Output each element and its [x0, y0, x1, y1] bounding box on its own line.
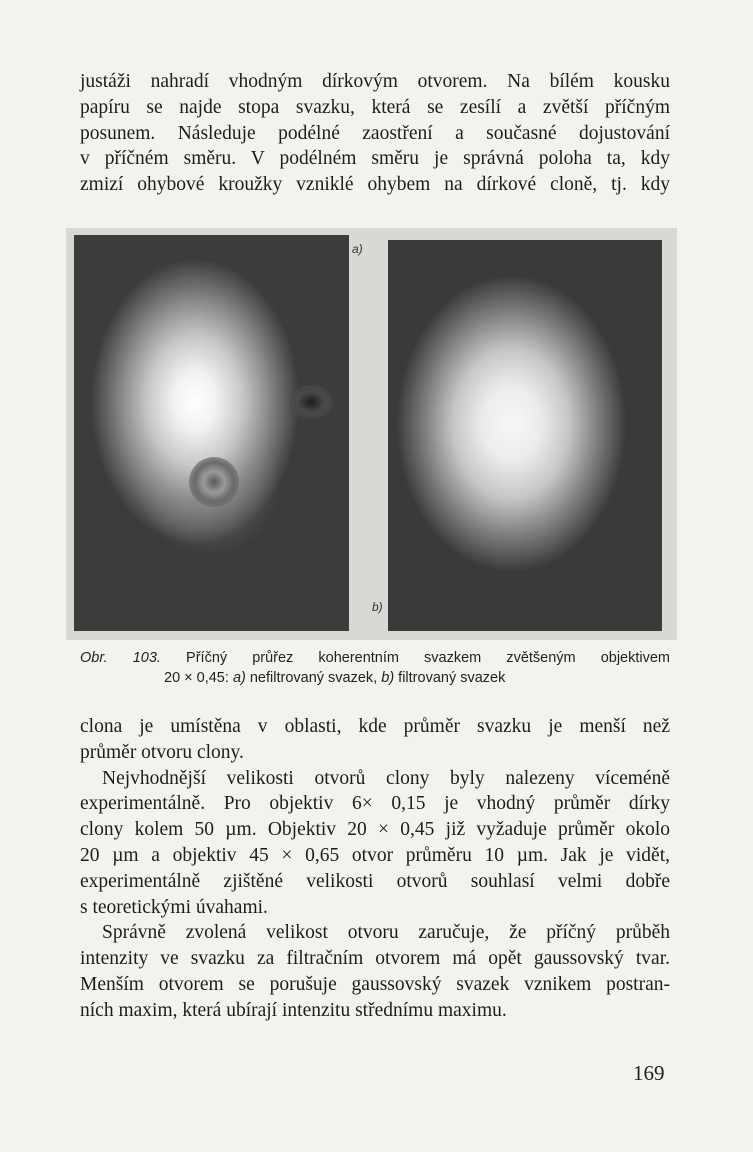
text-line: papíru se najde stopa svazku, která se zesílí a zvětší příčným: [80, 96, 670, 118]
text-line: Správně zvolená velikost otvoru zaručuje, že příčný průběh: [102, 922, 670, 944]
figure-103: [66, 228, 677, 640]
diffraction-ring: [189, 457, 239, 507]
paragraph: [80, 766, 670, 792]
caption-text: nefiltrovaný svazek,: [245, 670, 382, 686]
figure-caption: [80, 648, 670, 688]
text-line: experimentálně. Pro objektiv 6× 0,15 je vhodný průměr dírky: [80, 793, 670, 815]
page-number: 169: [633, 1061, 665, 1085]
bottom-text: [80, 714, 670, 1024]
caption-a: a): [232, 670, 246, 686]
dark-spot: [289, 385, 333, 419]
text-line: Nejvhodnější velikosti otvorů clony byly nalezeny víceméně: [102, 767, 670, 789]
text-line: 20 µm a objektiv 45 × 0,65 otvor průměru 10 µm. Jak je vidět,: [80, 844, 670, 866]
caption-number: Obr. 103.: [80, 650, 161, 666]
paragraph: [80, 920, 670, 946]
unfiltered-beam-photo: [74, 235, 349, 631]
text-line: ních maxim, která ubírají intenzitu střednímu maximu.: [80, 999, 507, 1021]
caption-b: b): [381, 670, 395, 686]
text-line: intenzity ve svazku za filtračním otvorem má opět gaussovský tvar.: [80, 948, 670, 970]
text-line: clony kolem 50 µm. Objektiv 20 × 0,45 již vyžaduje průměr okolo: [80, 819, 670, 841]
text-line: posunem. Následuje podélné zaostření a současné dojustování: [80, 122, 670, 144]
paragraph-cont: [80, 946, 670, 1023]
paragraph: [80, 714, 670, 766]
caption-text: 20 × 0,45:: [164, 670, 233, 686]
caption-text: filtrovaný svazek: [394, 670, 506, 686]
figure-label-b: b): [372, 600, 383, 614]
paragraph-cont: [80, 791, 670, 920]
figure-label-a: a): [352, 242, 363, 256]
top-paragraph: [80, 69, 670, 198]
text-line: experimentálně zjištěné velikosti otvorů souhlasí velmi dobře: [80, 870, 670, 892]
text-line: v příčném směru. V podélném směru je správná poloha ta, kdy: [80, 148, 670, 170]
caption-text: Příčný průřez koherentním svazkem zvětšeným objektivem: [186, 650, 671, 666]
text-line: zmizí ohybové kroužky vzniklé ohybem na dírkové cloně, tj. kdy: [80, 174, 670, 196]
text-line: průměr otvoru clony.: [80, 741, 244, 763]
text-line: Menším otvorem se porušuje gaussovský svazek vznikem postran-: [80, 973, 670, 995]
filtered-beam-photo: [388, 240, 662, 631]
text-line: clona je umístěna v oblasti, kde průměr svazku je menší než: [80, 716, 670, 737]
text-line: s teoretickými úvahami.: [80, 896, 268, 918]
text-line: justáži nahradí vhodným dírkovým otvorem. Na bílém kousku: [80, 71, 670, 92]
